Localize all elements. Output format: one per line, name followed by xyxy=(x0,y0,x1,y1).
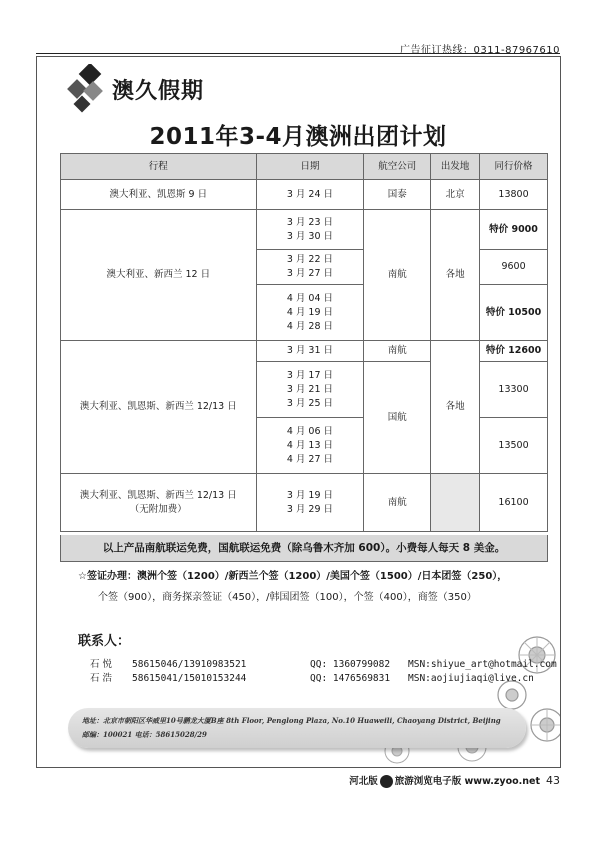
tour-schedule-table xyxy=(60,153,548,532)
date-line: 3 月 25 日 xyxy=(286,397,334,409)
postal-phone-line: 邮编：100021 电话：58615028/29 xyxy=(82,730,207,739)
date-line: 4 月 28 日 xyxy=(286,320,334,332)
route-cell: 澳大利亚、凯恩斯、新西兰 12/13 日 xyxy=(61,341,257,474)
contact-qq: QQ: 1476569831 xyxy=(310,673,391,684)
contact-phone: 58615046/13910983521 xyxy=(132,659,247,670)
route-line: 澳大利亚、凯恩斯、新西兰 12/13 日 xyxy=(79,489,237,501)
date-cell xyxy=(256,362,364,418)
airline-cell: 南航 xyxy=(364,474,431,532)
brand-name: 澳久假期 xyxy=(112,78,205,104)
contacts-title: 联系人： xyxy=(78,634,131,649)
price-cell: 13300 xyxy=(480,362,548,418)
contact-msn: MSN:shiyue_art@hotmail.com xyxy=(408,659,557,670)
date-line: 4 月 13 日 xyxy=(286,439,334,451)
table-row xyxy=(61,341,548,362)
table-row xyxy=(61,474,548,532)
price-cell: 13500 xyxy=(480,418,548,474)
table-row xyxy=(61,210,548,250)
page-title: 2011年3-4月澳洲出团计划 xyxy=(149,124,447,150)
contact-qq: QQ: 1360799082 xyxy=(310,659,391,670)
page-number: 43 xyxy=(546,774,560,787)
price-cell: 13800 xyxy=(480,180,548,210)
origin-cell: 各地 xyxy=(431,210,480,341)
airline-cell: 国泰 xyxy=(364,180,431,210)
date-cell xyxy=(256,418,364,474)
date-cell xyxy=(256,285,364,341)
route-note: （无附加费） xyxy=(129,503,187,515)
route-cell: 澳大利亚、新西兰 12 日 xyxy=(61,210,257,341)
route-cell: 澳大利亚、凯恩斯 9 日 xyxy=(61,180,257,210)
airline-cell: 南航 xyxy=(364,210,431,341)
date-line: 3 月 29 日 xyxy=(286,503,334,515)
date-cell: 3 月 31 日 xyxy=(256,341,364,362)
contact-phone: 58615041/15010153244 xyxy=(132,673,247,684)
address-box xyxy=(68,708,526,748)
price-cell: 9600 xyxy=(480,250,548,285)
visa-info-line-2: 个签（900），商务探亲签证（450），/韩国团签（100），个签（400），商签（350） xyxy=(98,592,477,603)
hotline-text: 广告征订热线：0311-87967610 xyxy=(400,45,560,56)
origin-cell: 北京 xyxy=(431,180,480,210)
table-note: 以上产品南航联运免费，国航联运免费（除乌鲁木齐加 600）。小费每人每天 8 美金。 xyxy=(60,535,548,562)
date-cell: 3 月 24 日 xyxy=(256,180,364,210)
route-cell xyxy=(61,474,257,532)
contact-msn: MSN:aojiujiaqi@live.cn xyxy=(408,673,534,684)
contact-row xyxy=(90,670,534,684)
date-line: 3 月 22 日 xyxy=(286,254,334,265)
date-line: 4 月 06 日 xyxy=(286,425,334,437)
table-row xyxy=(61,180,548,210)
address-line: 地址：北京市朝阳区华威里10号鹏龙大厦B座 8th Floor, Penglong Plaza, No.10 Huaweili, Chaoyang District, Beijing xyxy=(82,716,501,725)
date-line: 3 月 21 日 xyxy=(286,383,334,395)
footer-edition: 河北版 xyxy=(349,776,378,787)
table-header-row xyxy=(61,154,548,180)
date-line: 3 月 27 日 xyxy=(286,268,334,279)
top-rule xyxy=(36,53,560,54)
footer xyxy=(349,773,560,788)
origin-cell-empty xyxy=(431,474,480,532)
date-line: 4 月 04 日 xyxy=(286,292,334,304)
contact-name: 石 浩 xyxy=(90,673,113,684)
airline-cell: 南航 xyxy=(364,341,431,362)
footer-site: 旅游浏览电子版 www.zyoo.net xyxy=(394,776,540,787)
price-cell: 特价 12600 xyxy=(480,341,548,362)
date-cell xyxy=(256,210,364,250)
date-line: 3 月 17 日 xyxy=(286,369,334,381)
airline-cell: 国航 xyxy=(364,362,431,474)
contact-row xyxy=(90,656,557,670)
price-cell: 特价 9000 xyxy=(480,210,548,250)
price-cell: 16100 xyxy=(480,474,548,532)
footer-logo-icon xyxy=(380,775,393,788)
date-line: 3 月 19 日 xyxy=(286,489,334,501)
date-cell xyxy=(256,250,364,285)
header-airline: 航空公司 xyxy=(364,154,431,180)
header-date: 日期 xyxy=(256,154,364,180)
price-cell: 特价 10500 xyxy=(480,285,548,341)
brand-logo-icon xyxy=(66,64,112,116)
date-line: 4 月 19 日 xyxy=(286,306,334,318)
header-origin: 出发地 xyxy=(431,154,480,180)
date-line: 3 月 23 日 xyxy=(286,216,334,228)
header-route: 行程 xyxy=(61,154,257,180)
visa-info-line-1: ☆签证办理：澳洲个签（1200）/新西兰个签（1200）/美国个签（1500）/日本团签（250）， xyxy=(78,571,508,582)
date-line: 3 月 30 日 xyxy=(286,230,334,242)
date-cell xyxy=(256,474,364,532)
date-line: 4 月 27 日 xyxy=(286,453,334,465)
contact-name: 石 悦 xyxy=(90,659,113,670)
origin-cell: 各地 xyxy=(431,341,480,474)
header-price: 同行价格 xyxy=(480,154,548,180)
